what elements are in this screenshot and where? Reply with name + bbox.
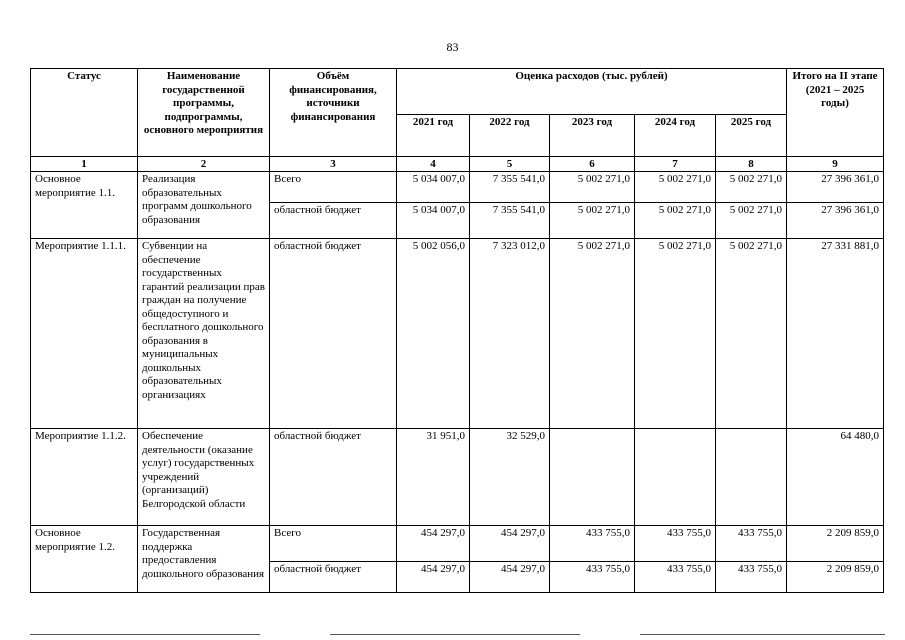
row-value: 5 002 271,0: [716, 172, 787, 203]
row-value: 433 755,0: [550, 526, 635, 562]
header-estimate: Оценка расходов (тыс. рублей): [397, 69, 787, 115]
column-number: 2: [138, 157, 270, 172]
header-year: 2024 год: [635, 115, 716, 157]
header-year: 2025 год: [716, 115, 787, 157]
scan-edge-line: [640, 634, 885, 635]
row-name: Субвенции на обеспечение государственных гарантий реализации прав граждан на получение общедоступного и бесплатного дошкольного образования в муниципальных дошкольных образовательных организациях: [138, 239, 270, 429]
row-value: 454 297,0: [397, 562, 470, 593]
row-value: 433 755,0: [635, 562, 716, 593]
row-total: 27 331 881,0: [787, 239, 884, 429]
row-value: 7 355 541,0: [470, 203, 550, 239]
row-source: областной бюджет: [270, 562, 397, 593]
column-number: 9: [787, 157, 884, 172]
row-status: Мероприятие 1.1.1.: [31, 239, 138, 429]
header-status: Статус: [31, 69, 138, 157]
column-number: 8: [716, 157, 787, 172]
row-value: 454 297,0: [470, 562, 550, 593]
row-value: 32 529,0: [470, 429, 550, 526]
column-number: 3: [270, 157, 397, 172]
row-source: Всего: [270, 172, 397, 203]
column-number: 7: [635, 157, 716, 172]
row-value: 5 002 271,0: [716, 203, 787, 239]
table-row: [31, 172, 884, 203]
row-value: 5 002 271,0: [716, 239, 787, 429]
row-source: областной бюджет: [270, 239, 397, 429]
row-total: 27 396 361,0: [787, 172, 884, 203]
row-total: 2 209 859,0: [787, 526, 884, 562]
table-row: [31, 429, 884, 526]
row-source: областной бюджет: [270, 203, 397, 239]
row-value: [550, 429, 635, 526]
row-name: Государственная поддержка предоставления дошкольного образования: [138, 526, 270, 593]
row-value: 5 002 271,0: [550, 172, 635, 203]
row-value: 433 755,0: [716, 562, 787, 593]
row-value: 5 034 007,0: [397, 203, 470, 239]
row-value: 5 002 271,0: [635, 239, 716, 429]
row-value: 5 002 056,0: [397, 239, 470, 429]
row-status: Основное мероприятие 1.2.: [31, 526, 138, 593]
row-value: 5 034 007,0: [397, 172, 470, 203]
header-total: Итого на II этапе (2021 – 2025 годы): [787, 69, 884, 157]
row-value: [635, 429, 716, 526]
row-total: 64 480,0: [787, 429, 884, 526]
row-total: 2 209 859,0: [787, 562, 884, 593]
scan-edge-line: [30, 634, 260, 635]
column-number: 5: [470, 157, 550, 172]
table-row: [31, 526, 884, 562]
row-value: 7 355 541,0: [470, 172, 550, 203]
row-value: 5 002 271,0: [550, 239, 635, 429]
row-value: 454 297,0: [397, 526, 470, 562]
row-value: 7 323 012,0: [470, 239, 550, 429]
header-volume: Объём финансирования, источники финансирования: [270, 69, 397, 157]
column-number: 1: [31, 157, 138, 172]
row-value: 433 755,0: [550, 562, 635, 593]
row-total: 27 396 361,0: [787, 203, 884, 239]
header-year: 2021 год: [397, 115, 470, 157]
row-value: 5 002 271,0: [550, 203, 635, 239]
row-status: Мероприятие 1.1.2.: [31, 429, 138, 526]
header-year: 2023 год: [550, 115, 635, 157]
row-name: Реализация образовательных программ дошкольного образования: [138, 172, 270, 239]
row-value: 31 951,0: [397, 429, 470, 526]
column-number: 6: [550, 157, 635, 172]
header-year: 2022 год: [470, 115, 550, 157]
row-value: 454 297,0: [470, 526, 550, 562]
row-value: 5 002 271,0: [635, 172, 716, 203]
scan-edge-line: [330, 634, 580, 635]
budget-table: [30, 68, 884, 593]
row-name: Обеспечение деятельности (оказание услуг) государственных учреждений (организаций) Белгородской области: [138, 429, 270, 526]
column-number: 4: [397, 157, 470, 172]
row-value: [716, 429, 787, 526]
row-value: 433 755,0: [716, 526, 787, 562]
row-source: Всего: [270, 526, 397, 562]
row-value: 5 002 271,0: [635, 203, 716, 239]
row-value: 433 755,0: [635, 526, 716, 562]
row-status: Основное мероприятие 1.1.: [31, 172, 138, 239]
table-row: [31, 239, 884, 429]
row-source: областной бюджет: [270, 429, 397, 526]
page-number: 83: [446, 40, 459, 54]
header-name: Наименование государственной программы, подпрограммы, основного мероприятия: [138, 69, 270, 157]
